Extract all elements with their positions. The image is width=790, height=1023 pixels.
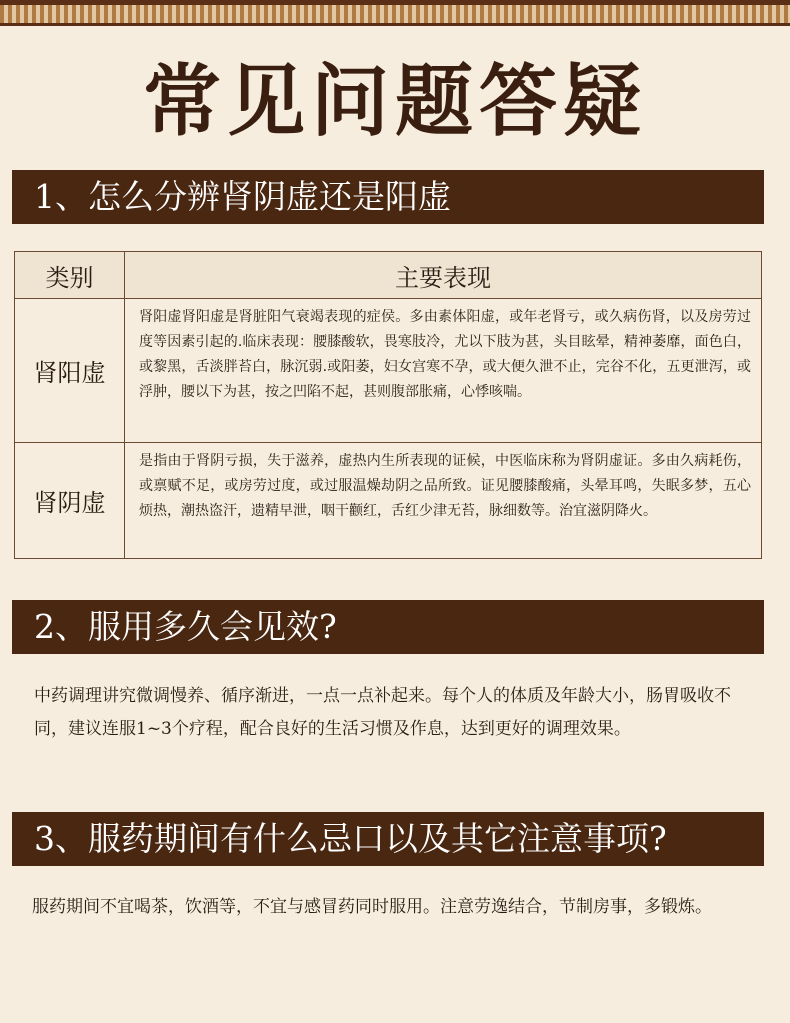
category-kidney-yang-deficiency: 肾阳虚 (15, 299, 125, 443)
section1-heading: 1、怎么分辨肾阴虚还是阳虚 (12, 170, 764, 224)
page-title: 常见问题答疑 (142, 56, 647, 147)
category-kidney-yin-deficiency: 肾阴虚 (15, 443, 125, 559)
column-header-symptoms: 主要表现 (125, 252, 762, 299)
table-row (15, 299, 762, 443)
table-header-row (15, 252, 762, 299)
decorative-top-border (0, 0, 790, 26)
description-kidney-yin-deficiency: 是指由于肾阴亏损，失于滋养，虚热内生所表现的证候，中医临床称为肾阴虚证。多由久病耗伤，或禀赋不足，或房劳过度，或过服温燥劫阴之品所致。证见腰膝酸痛，头晕耳鸣，失眠多梦，五心烦热，潮热盗汗，遗精早泄，咽干颧红，舌红少津无苔，脉细数等。治宜滋阴降火。 (125, 443, 762, 559)
column-header-category: 类别 (15, 252, 125, 299)
section2-body: 中药调理讲究微调慢养、循序渐进，一点一点补起来。每个人的体质及年龄大小，肠胃吸收不同，建议连服1~3个疗程，配合良好的生活习惯及作息，达到更好的调理效果。 (34, 686, 731, 739)
symptom-table (14, 251, 762, 559)
section2-heading: 2、服用多久会见效? (12, 600, 764, 654)
table-row (15, 443, 762, 559)
description-kidney-yang-deficiency: 肾阳虚肾阳虚是肾脏阳气衰竭表现的症侯。多由素体阳虚，或年老肾亏，或久病伤肾，以及房劳过度等因素引起的.临床表现：腰膝酸软，畏寒肢冷，尤以下肢为甚，头目眩晕，精神萎靡，面色白，或黎黑，舌淡胖苔白，脉沉弱.或阳萎，妇女宫寒不孕，或大便久泄不止，完谷不化，五更泄泻，或浮肿，腰以下为甚，按之凹陷不起，甚则腹部胀痛，心悸咳喘。 (125, 299, 762, 443)
section3-body: 服药期间不宜喝茶，饮酒等，不宜与感冒药同时服用。注意劳逸结合，节制房事，多锻炼。 (32, 897, 712, 917)
section3-heading: 3、服药期间有什么忌口以及其它注意事项? (12, 812, 764, 866)
